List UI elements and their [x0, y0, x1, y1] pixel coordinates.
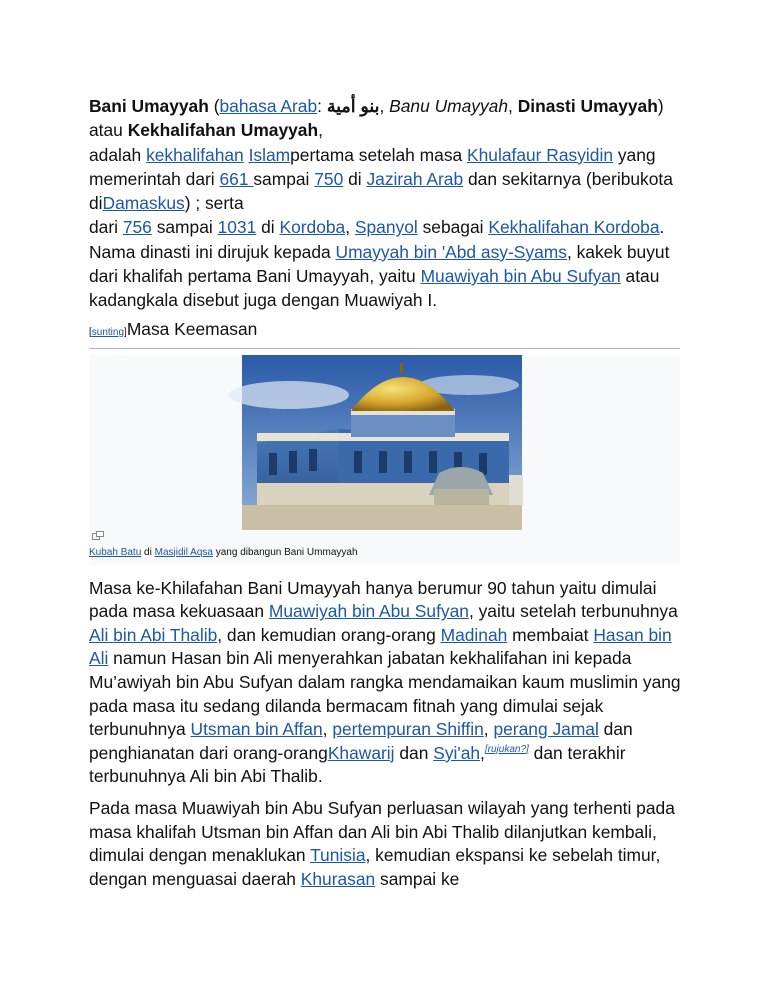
text: atau kadangkala disebut juga dengan Muawiyah I.	[89, 266, 660, 311]
link-utsman[interactable]: Utsman bin Affan	[190, 719, 323, 740]
text: Masa ke-Khilafahan Bani Umayyah hanya berumur 90 tahun yaitu dimulai pada masa kekuasaan	[89, 577, 657, 622]
link-islam[interactable]: Islam	[248, 144, 291, 165]
link-jazirah-arab[interactable]: Jazirah Arab	[366, 168, 464, 189]
arabic-script: بنو أمية	[326, 96, 380, 116]
link-umayyah-bin-abd-asy-syams[interactable]: Umayyah bin 'Abd asy-Syams	[335, 241, 567, 262]
title-bold: Bani Umayyah	[89, 96, 209, 116]
section-title: Masa Keemasan	[126, 318, 258, 339]
text: ,	[318, 120, 323, 141]
link-masjidil-aqsa[interactable]: Masjidil Aqsa	[154, 546, 213, 558]
intro-paragraph	[89, 94, 689, 313]
text: dari	[89, 217, 123, 238]
link-spanyol[interactable]: Spanyol	[354, 217, 418, 238]
link-1031[interactable]: 1031	[217, 217, 257, 238]
text: dan sekitarnya (beribukota di	[89, 168, 673, 214]
text: di	[343, 168, 367, 189]
text: ,	[345, 217, 355, 238]
section-heading	[89, 318, 680, 349]
citation-needed-link[interactable]: [rujukan?]	[484, 744, 529, 756]
text: yang memerintah dari	[89, 144, 656, 189]
text: sampai	[151, 217, 218, 238]
dome-of-the-rock-image[interactable]	[89, 355, 680, 530]
text: dan penghianatan dari orang-orang	[89, 719, 633, 763]
link-661[interactable]: 661	[219, 168, 254, 189]
text: di	[141, 546, 155, 558]
dinasti-umayyah-bold: Dinasti Umayyah	[517, 96, 658, 116]
text: sampai ke	[375, 868, 460, 889]
figure-thumbnail	[89, 355, 680, 565]
text: ,	[322, 719, 333, 740]
link-syiah[interactable]: Syi'ah	[433, 742, 481, 763]
text: dan terakhir terbunuhnya Ali bin Abi Thalib.	[89, 742, 626, 787]
text: membaiat	[507, 624, 594, 645]
text: Pada masa Muawiyah bin Abu Sufyan perluasan wilayah yang terhenti pada masa khalifah Utsman bin Affan dan Ali bin Abi Thalib dilanjutkan kembali, dimulai dengan menaklukan	[89, 798, 675, 866]
text: ) atau	[89, 96, 664, 141]
link-jamal[interactable]: perang Jamal	[493, 719, 599, 740]
enlarge-icon[interactable]	[92, 531, 104, 540]
link-kekhalifahan[interactable]: kekhalifahan	[146, 144, 244, 165]
text: yang dibangun Bani Ummayyah	[212, 546, 358, 558]
link-madinah[interactable]: Madinah	[440, 624, 508, 645]
text: , kakek buyut dari khalifah pertama Bani Umayyah, yaitu	[89, 241, 670, 287]
link-756[interactable]: 756	[122, 217, 152, 238]
text: ,	[508, 96, 518, 116]
text: di	[256, 217, 280, 238]
link-muawiyah-2[interactable]: Muawiyah bin Abu Sufyan	[268, 601, 469, 622]
paragraph-perluasan	[89, 797, 689, 891]
link-shiffin[interactable]: pertempuran Shiffin	[332, 719, 484, 740]
text: ,	[483, 719, 494, 740]
text: :	[317, 96, 327, 116]
text: sampai	[253, 168, 315, 189]
link-khulafaur-rasyidin[interactable]: Khulafaur Rasyidin	[467, 144, 614, 165]
text: namun Hasan bin Ali menyerahkan jabatan kekhalifahan ini kepada Mu’awiyah bin Abu Sufyan dalam rangka mendamaikan kaum muslimin yang pada masa itu sedang dilanda bermacam fitnah yang dimulai sejak terbunuhnya	[89, 648, 681, 740]
text: , kemudian ekspansi ke sebelah timur, dengan menguasai daerah	[89, 845, 661, 889]
link-khurasan[interactable]: Khurasan	[300, 868, 376, 889]
link-tunisia[interactable]: Tunisia	[310, 845, 366, 866]
text: (	[208, 96, 220, 116]
banu-umayyah-italic: Banu Umayyah	[389, 96, 509, 116]
link-kubah-batu[interactable]: Kubah Batu	[89, 546, 142, 558]
edit-bracket: [sunting]	[89, 326, 127, 338]
kekhalifahan-umayyah-bold: Kekhalifahan Umayyah	[127, 120, 319, 141]
text: adalah	[89, 144, 147, 165]
text: sebagai	[417, 217, 489, 238]
text: ,	[480, 742, 485, 763]
text: pertama setelah masa	[290, 144, 468, 165]
text: ,	[379, 96, 390, 116]
link-khawarij[interactable]: Khawarij	[327, 742, 395, 763]
link-kordoba[interactable]: Kordoba	[279, 217, 346, 238]
text: , yaitu setelah terbunuhnya	[468, 601, 678, 622]
edit-section-link[interactable]: sunting	[91, 326, 125, 338]
link-muawiyah[interactable]: Muawiyah bin Abu Sufyan	[420, 266, 621, 287]
paragraph-masa-khilafah	[89, 577, 689, 789]
link-damaskus[interactable]: Damaskus	[102, 193, 185, 214]
article	[89, 94, 689, 891]
text: , dan kemudian orang-orang	[217, 624, 441, 645]
link-ali[interactable]: Ali bin Abi Thalib	[89, 624, 218, 645]
text: . Nama dinasti ini dirujuk kepada	[89, 217, 665, 262]
text: dan	[394, 742, 434, 763]
figure-caption	[89, 547, 358, 558]
text: ) ; serta	[184, 193, 244, 214]
link-bahasa-arab[interactable]: bahasa Arab	[219, 96, 318, 116]
link-hasan[interactable]: Hasan bin Ali	[89, 624, 672, 669]
link-kekhalifahan-kordoba[interactable]: Kekhalifahan Kordoba	[488, 217, 660, 238]
link-750[interactable]: 750	[314, 168, 344, 189]
